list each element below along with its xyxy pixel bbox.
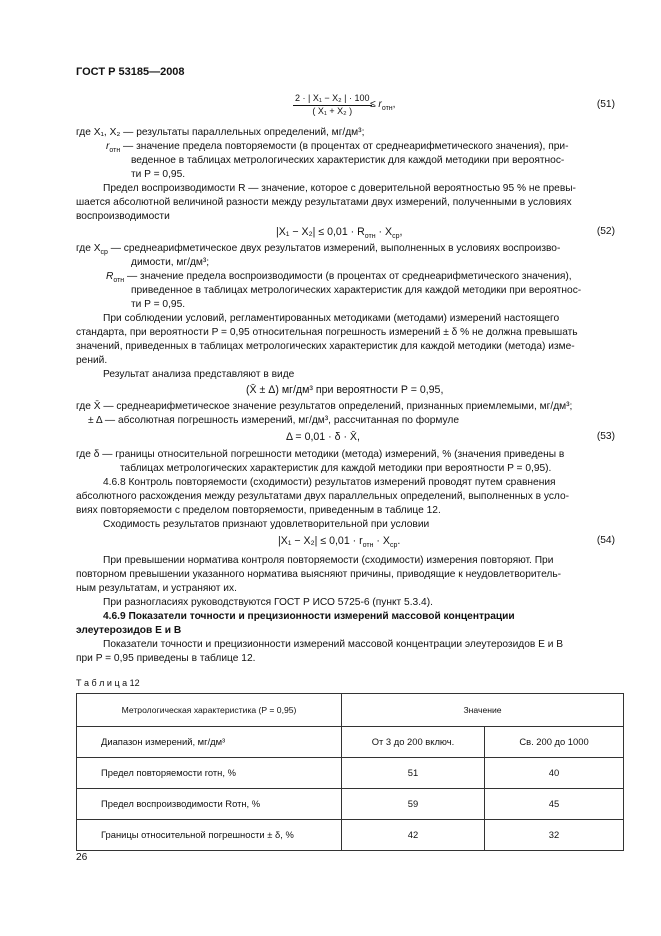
obs-line3: значений, приведенных в таблицах метрологических характеристик для каждой методики (метода) изме-: [76, 341, 575, 352]
table-cell-label: Диапазон измерений, мг/дм³: [77, 727, 342, 758]
formula-51-numerator: 2 · | X₁ − X₂ | · 100: [293, 93, 372, 106]
page-number: 26: [76, 852, 88, 863]
repro-line1: Предел воспроизводимости R — значение, которое с доверительной вероятностью 95 % не превы-: [103, 183, 576, 194]
where-result-line1: где X̄ — среднеарифметическое значение результатов определений, признанных приемлемыми, мг/дм³;: [76, 401, 573, 412]
table-cell-value2: 45: [485, 789, 624, 820]
formula-52-number: (52): [596, 226, 615, 237]
table-cell-label: Предел повторяемости rотн, %: [77, 758, 342, 789]
formula-51-denominator: ( X₁ + X₂ ): [312, 106, 353, 116]
where51-line4: ти P = 0,95.: [131, 169, 186, 180]
s468-line3: виях повторяемости с пределом повторяемости, приведенным в таблице 12.: [76, 505, 441, 516]
s469-line2: при P = 0,95 приведены в таблице 12.: [76, 653, 256, 664]
s469-title-line2: элеутерозидов Е и В: [76, 625, 182, 636]
table-cell-value1: От 3 до 200 включ.: [342, 727, 485, 758]
table-cell-value1: 51: [342, 758, 485, 789]
result-line1: Результат анализа представляют в виде: [103, 369, 295, 380]
s469-title-line1: 4.6.9 Показатели точности и прецизионности измерений массовой концентрации: [103, 611, 515, 622]
exceed-line3: ным результатам, и устраняют их.: [76, 583, 237, 594]
obs-line1: При соблюдении условий, регламентированных методиками (методами) измерений настоящего: [103, 313, 560, 324]
s469-line1: Показатели точности и прецизионности измерений массовой концентрации элеутерозидов Е и В: [103, 639, 564, 650]
exceed-line2: повторном превышении указанного норматива выясняют причины, приводящие к неудовлетворитель-: [76, 569, 562, 580]
obs-line4: рений.: [76, 355, 108, 366]
table-caption: Т а б л и ц а 12: [76, 678, 140, 688]
where52-line4: приведенное в таблицах метрологических характеристик для каждой методики при вероятнос-: [131, 285, 582, 296]
table-row: [77, 727, 624, 758]
where-result-line2: ± Δ — абсолютная погрешность измерений, мг/дм³, рассчитанная по формуле: [88, 415, 460, 426]
result-formula: (X̄ ± Δ) мг/дм³ при вероятности P = 0,95,: [246, 384, 444, 396]
formula-51-number: (51): [596, 99, 615, 110]
table-cell-value2: Св. 200 до 1000: [485, 727, 624, 758]
obs-line2: стандарта, при вероятности P = 0,95 относительная погрешность измерений ± δ % не должна превышать: [76, 327, 578, 338]
formula-54-number: (54): [596, 535, 615, 546]
where52-line1: где $X_{ср}$ — среднеарифметическое двух результатов измерений, выполненных в условиях воспроизво-: [76, 243, 561, 257]
document-header: ГОСТ Р 53185—2008: [76, 66, 185, 78]
table-cell-value1: 42: [342, 820, 485, 851]
where53-line1: где δ — границы относительной погрешности методики (метода) измерений, % (значения приведены в: [76, 449, 565, 460]
table-row: [77, 789, 624, 820]
table-cell-label: Границы относительной погрешности ± δ, %: [77, 820, 342, 851]
formula-51-rhs: ≤ $r_{отн}$,: [370, 99, 396, 113]
exceed-line4: При разногласиях руководствуются ГОСТ Р ИСО 5725-6 (пункт 5.3.4).: [103, 597, 433, 608]
formula-54: $|X_1 - X_2| \le 0,01 \cdot r_{отн} \cdot X_{ср}$.: [278, 535, 401, 550]
table-header-value: Значение: [342, 694, 624, 727]
formula-53: Δ = 0,01 · δ · X̄,: [286, 431, 360, 443]
where53-line2: таблицах метрологических характеристик для каждой методики при вероятности P = 0,95).: [120, 463, 552, 474]
formula-51-fraction: [293, 93, 372, 117]
where51-line2: $r_{отн}$ — значение предела повторяемости (в процентах от среднеарифметического значения), при-: [106, 141, 569, 155]
where52-line2: димости, мг/дм³;: [131, 257, 210, 268]
table-cell-label: Предел воспроизводимости Rотн, %: [77, 789, 342, 820]
where52-line3: $R_{отн}$ — значение предела воспроизводимости (в процентах от среднеарифметического значения),: [106, 271, 572, 285]
table-cell-value2: 40: [485, 758, 624, 789]
table-row: [77, 758, 624, 789]
where52-line5: ти P = 0,95.: [131, 299, 186, 310]
table-header-characteristic: Метрологическая характеристика (P = 0,95): [77, 694, 342, 727]
exceed-line1: При превышении норматива контроля повторяемости (сходимости) измерения повторяют. При: [103, 555, 554, 566]
repro-line2: шается абсолютной величиной разности между результатами двух измерений, полученными в условиях: [76, 197, 572, 208]
s468-line4: Сходимость результатов признают удовлетворительной при условии: [103, 519, 430, 530]
formula-52: $|X_1 - X_2| \le 0,01 \cdot R_{отн} \cdot X_{ср}$,: [276, 226, 403, 241]
table-12: [76, 693, 624, 851]
table-row: [77, 820, 624, 851]
where51-line1: где X₁, X₂ — результаты параллельных определений, мг/дм³;: [76, 127, 365, 138]
table-cell-value2: 32: [485, 820, 624, 851]
s468-line1: 4.6.8 Контроль повторяемости (сходимости) результатов измерений проводят путем сравнения: [103, 477, 556, 488]
repro-line3: воспроизводимости: [76, 211, 170, 222]
table-cell-value1: 59: [342, 789, 485, 820]
where51-line3: веденное в таблицах метрологических характеристик для каждой методики при вероятнос-: [131, 155, 565, 166]
table-header-row: [77, 694, 624, 727]
formula-53-number: (53): [596, 431, 615, 442]
s468-line2: абсолютного расхождения между результатами двух параллельных определений, выполненных в усло-: [76, 491, 570, 502]
